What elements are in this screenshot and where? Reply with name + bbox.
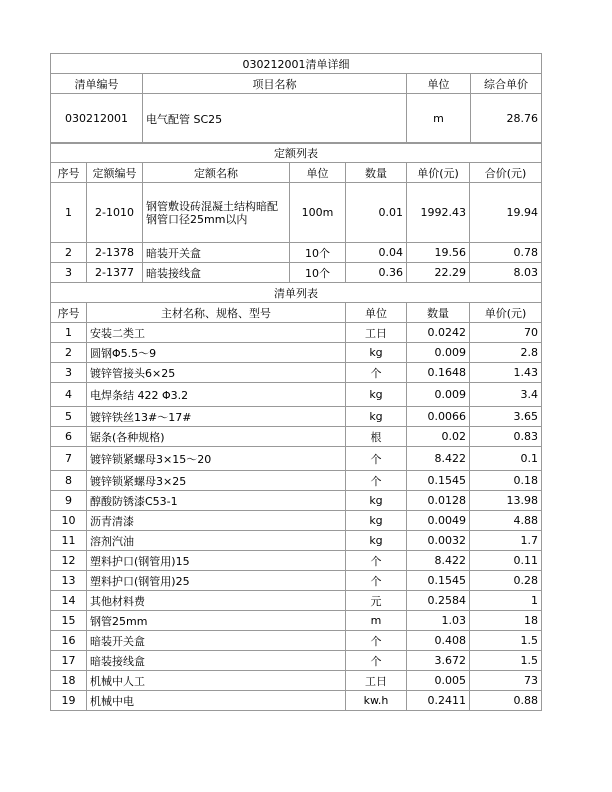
- material-row: [51, 491, 542, 511]
- material-no: 12: [51, 551, 87, 571]
- quota-price: 19.56: [407, 243, 470, 263]
- quota-section-title: 定额列表: [51, 143, 542, 163]
- material-qty: 0.009: [407, 343, 470, 363]
- material-no: 19: [51, 691, 87, 711]
- quota-row: [51, 183, 542, 243]
- material-row: [51, 611, 542, 631]
- material-row: [51, 427, 542, 447]
- material-unit: 元: [346, 591, 407, 611]
- material-row: [51, 631, 542, 651]
- bill-title: 030212001清单详细: [51, 54, 542, 74]
- material-unit: kg: [346, 491, 407, 511]
- material-no: 17: [51, 651, 87, 671]
- material-no: 11: [51, 531, 87, 551]
- material-name: 钢管25mm: [87, 611, 346, 631]
- quota-no: 1: [51, 183, 87, 243]
- quota-unit: 100m: [290, 183, 346, 243]
- material-price: 0.28: [470, 571, 542, 591]
- material-name: 机械中人工: [87, 671, 346, 691]
- material-price: 3.4: [470, 383, 542, 407]
- material-qty: 0.1545: [407, 571, 470, 591]
- material-name: 镀锌锁紧螺母3×25: [87, 471, 346, 491]
- material-price: 1.5: [470, 631, 542, 651]
- header-col-name: 项目名称: [143, 74, 407, 94]
- bill-unit-price: 28.76: [471, 94, 542, 144]
- quota-col-unit: 单位: [290, 163, 346, 183]
- material-unit: 个: [346, 651, 407, 671]
- material-price: 0.1: [470, 447, 542, 471]
- material-qty: 0.1648: [407, 363, 470, 383]
- material-row: [51, 531, 542, 551]
- quota-row: [51, 263, 542, 283]
- material-unit: 个: [346, 447, 407, 471]
- material-qty: 1.03: [407, 611, 470, 631]
- material-unit: 个: [346, 631, 407, 651]
- quota-col-name: 定额名称: [143, 163, 290, 183]
- material-row: [51, 471, 542, 491]
- detail-table: [50, 142, 542, 711]
- quota-unit: 10个: [290, 263, 346, 283]
- material-unit: m: [346, 611, 407, 631]
- material-qty: 0.0032: [407, 531, 470, 551]
- material-price: 1.5: [470, 651, 542, 671]
- material-unit: kg: [346, 511, 407, 531]
- material-no: 10: [51, 511, 87, 531]
- bill-code: 030212001: [51, 94, 143, 144]
- material-unit: 工日: [346, 323, 407, 343]
- material-qty: 0.02: [407, 427, 470, 447]
- material-name: 醇酸防锈漆C53-1: [87, 491, 346, 511]
- quota-col-no: 序号: [51, 163, 87, 183]
- material-no: 13: [51, 571, 87, 591]
- material-no: 18: [51, 671, 87, 691]
- material-row: [51, 591, 542, 611]
- material-price: 1.43: [470, 363, 542, 383]
- material-unit: kg: [346, 343, 407, 363]
- material-no: 3: [51, 363, 87, 383]
- material-price: 13.98: [470, 491, 542, 511]
- material-no: 15: [51, 611, 87, 631]
- material-qty: 0.0128: [407, 491, 470, 511]
- material-price: 4.88: [470, 511, 542, 531]
- quota-qty: 0.36: [346, 263, 407, 283]
- material-row: [51, 671, 542, 691]
- material-unit: 个: [346, 471, 407, 491]
- material-unit: 个: [346, 551, 407, 571]
- material-unit: 根: [346, 427, 407, 447]
- material-no: 9: [51, 491, 87, 511]
- material-name: 机械中电: [87, 691, 346, 711]
- material-name: 暗装接线盒: [87, 651, 346, 671]
- material-name: 塑料护口(钢管用)15: [87, 551, 346, 571]
- quota-col-qty: 数量: [346, 163, 407, 183]
- materials-col-price: 单价(元): [470, 303, 542, 323]
- bill-unit: m: [407, 94, 471, 144]
- quota-no: 2: [51, 243, 87, 263]
- header-col-unit: 单位: [407, 74, 471, 94]
- material-row: [51, 323, 542, 343]
- material-no: 16: [51, 631, 87, 651]
- material-name: 暗装开关盒: [87, 631, 346, 651]
- material-unit: 个: [346, 363, 407, 383]
- materials-col-unit: 单位: [346, 303, 407, 323]
- material-price: 70: [470, 323, 542, 343]
- material-row: [51, 343, 542, 363]
- material-qty: 8.422: [407, 551, 470, 571]
- quota-price: 1992.43: [407, 183, 470, 243]
- material-no: 14: [51, 591, 87, 611]
- material-price: 18: [470, 611, 542, 631]
- quota-code: 2-1010: [87, 183, 143, 243]
- quota-code: 2-1378: [87, 243, 143, 263]
- material-price: 0.11: [470, 551, 542, 571]
- material-price: 1.7: [470, 531, 542, 551]
- material-name: 圆钢Φ5.5～9: [87, 343, 346, 363]
- header-col-code: 清单编号: [51, 74, 143, 94]
- quota-total: 8.03: [470, 263, 542, 283]
- material-qty: 0.2411: [407, 691, 470, 711]
- material-row: [51, 363, 542, 383]
- material-name: 其他材料费: [87, 591, 346, 611]
- material-qty: 8.422: [407, 447, 470, 471]
- materials-col-name: 主材名称、规格、型号: [87, 303, 346, 323]
- quota-total: 0.78: [470, 243, 542, 263]
- material-qty: 3.672: [407, 651, 470, 671]
- material-price: 0.88: [470, 691, 542, 711]
- material-unit: kg: [346, 531, 407, 551]
- material-unit: 工日: [346, 671, 407, 691]
- material-price: 73: [470, 671, 542, 691]
- material-price: 2.8: [470, 343, 542, 363]
- material-name: 溶剂汽油: [87, 531, 346, 551]
- material-name: 沥青清漆: [87, 511, 346, 531]
- material-no: 4: [51, 383, 87, 407]
- material-name: 安装二类工: [87, 323, 346, 343]
- material-name: 锯条(各种规格): [87, 427, 346, 447]
- quota-col-code: 定额编号: [87, 163, 143, 183]
- quota-code: 2-1377: [87, 263, 143, 283]
- material-row: [51, 447, 542, 471]
- material-qty: 0.009: [407, 383, 470, 407]
- material-no: 7: [51, 447, 87, 471]
- quota-col-total: 合价(元): [470, 163, 542, 183]
- materials-col-qty: 数量: [407, 303, 470, 323]
- material-row: [51, 407, 542, 427]
- quota-total: 19.94: [470, 183, 542, 243]
- quota-qty: 0.01: [346, 183, 407, 243]
- quota-name: 钢管敷设砖混凝土结构暗配 钢管口径25mm以内: [143, 183, 290, 243]
- material-no: 2: [51, 343, 87, 363]
- material-no: 5: [51, 407, 87, 427]
- quota-unit: 10个: [290, 243, 346, 263]
- material-row: [51, 551, 542, 571]
- material-row: [51, 511, 542, 531]
- material-row: [51, 691, 542, 711]
- material-price: 0.18: [470, 471, 542, 491]
- material-no: 8: [51, 471, 87, 491]
- material-row: [51, 651, 542, 671]
- material-unit: 个: [346, 571, 407, 591]
- material-price: 0.83: [470, 427, 542, 447]
- material-price: 1: [470, 591, 542, 611]
- material-row: [51, 571, 542, 591]
- material-qty: 0.0049: [407, 511, 470, 531]
- materials-section-title: 清单列表: [51, 283, 542, 303]
- material-name: 镀锌管接头6×25: [87, 363, 346, 383]
- quota-row: [51, 243, 542, 263]
- material-qty: 0.1545: [407, 471, 470, 491]
- quota-qty: 0.04: [346, 243, 407, 263]
- material-qty: 0.005: [407, 671, 470, 691]
- material-name: 电焊条结 422 Φ3.2: [87, 383, 346, 407]
- bill-item-name: 电气配管 SC25: [143, 94, 407, 144]
- material-unit: kw.h: [346, 691, 407, 711]
- material-row: [51, 383, 542, 407]
- material-qty: 0.0066: [407, 407, 470, 427]
- material-price: 3.65: [470, 407, 542, 427]
- quota-no: 3: [51, 263, 87, 283]
- material-name: 塑料护口(钢管用)25: [87, 571, 346, 591]
- header-col-price: 综合单价: [471, 74, 542, 94]
- bill-header-table: [50, 53, 542, 144]
- materials-col-no: 序号: [51, 303, 87, 323]
- material-name: 镀锌锁紧螺母3×15～20: [87, 447, 346, 471]
- material-qty: 0.408: [407, 631, 470, 651]
- material-unit: kg: [346, 407, 407, 427]
- quota-col-price: 单价(元): [407, 163, 470, 183]
- material-qty: 0.0242: [407, 323, 470, 343]
- material-no: 1: [51, 323, 87, 343]
- quota-price: 22.29: [407, 263, 470, 283]
- quota-name: 暗装开关盒: [143, 243, 290, 263]
- material-qty: 0.2584: [407, 591, 470, 611]
- quota-name: 暗装接线盒: [143, 263, 290, 283]
- material-no: 6: [51, 427, 87, 447]
- material-name: 镀锌铁丝13#～17#: [87, 407, 346, 427]
- material-unit: kg: [346, 383, 407, 407]
